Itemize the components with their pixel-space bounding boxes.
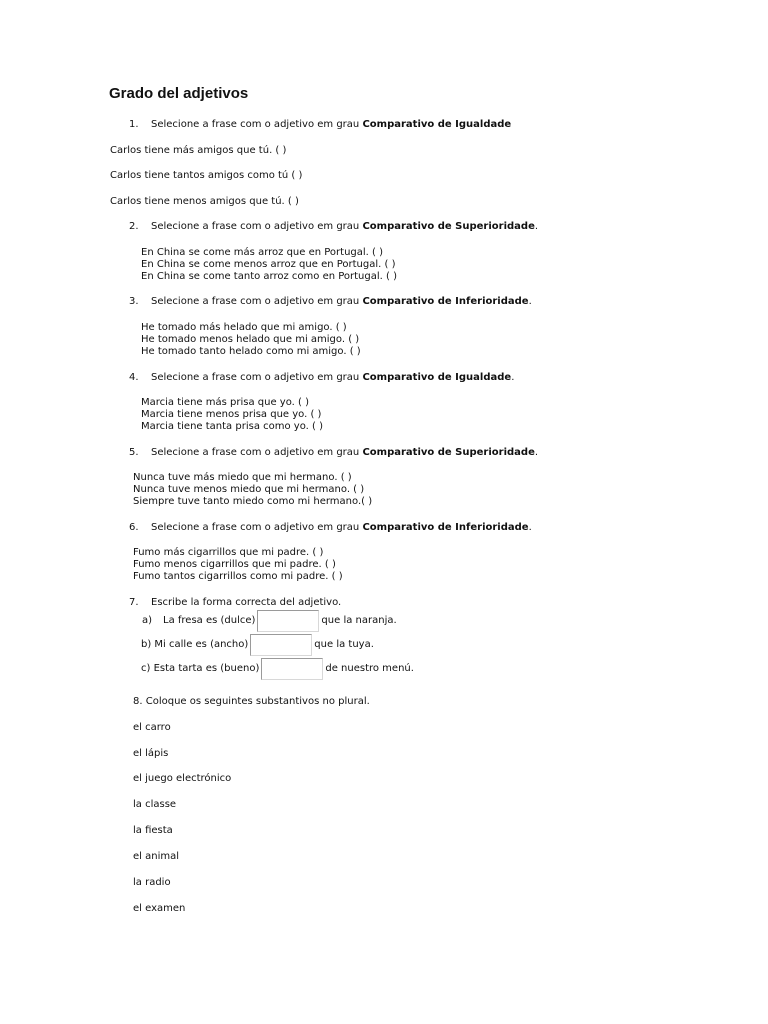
question-emphasis: Comparativo de Igualdade <box>362 372 512 383</box>
question-4: 4. Selecione a frase com o adjetivo em grau Comparativo de Igualdade. <box>129 372 515 383</box>
list-item: la classe <box>133 799 177 810</box>
question-number: 4. <box>129 372 139 383</box>
question-number: 6. <box>129 522 139 533</box>
list-item: el examen <box>133 903 186 914</box>
question-1 <box>129 119 511 131</box>
question-text: Selecione a frase com o adjetivo em grau <box>151 221 360 232</box>
option-item: Fumo tantos cigarrillos como mi padre. ( ) <box>133 571 343 582</box>
question-emphasis: Comparativo de Igualdade <box>362 119 512 130</box>
page-title: Grado del adjetivos <box>109 85 249 102</box>
question-text: Selecione a frase com o adjetivo em grau <box>151 372 360 383</box>
option-item: Fumo más cigarrillos que mi padre. ( ) <box>133 547 324 558</box>
question-emphasis: Comparativo de Inferioridade <box>362 296 529 307</box>
fill-in-row-b <box>141 634 374 656</box>
list-item: el juego electrónico <box>133 773 232 784</box>
question-emphasis: Comparativo de Superioridade <box>362 447 535 458</box>
item-label: a) <box>142 615 153 626</box>
question-7 <box>129 597 341 609</box>
prompt-text: La fresa es (dulce) <box>163 615 256 626</box>
list-item: la fiesta <box>133 825 173 836</box>
question-text: Selecione a frase com o adjetivo em grau <box>151 119 360 130</box>
list-item: el animal <box>133 851 180 862</box>
question-text: Selecione a frase com o adjetivo em grau <box>151 447 360 458</box>
answer-input[interactable] <box>250 634 312 656</box>
option-item: He tomado tanto helado como mi amigo. ( ) <box>141 346 361 357</box>
option-item: Carlos tiene menos amigos que tú. ( ) <box>110 196 299 207</box>
option-item: Carlos tiene tantos amigos como tú ( ) <box>110 170 303 181</box>
option-item: He tomado más helado que mi amigo. ( ) <box>141 322 347 333</box>
option-item: Marcia tiene más prisa que yo. ( ) <box>141 397 309 408</box>
prompt-text: c) Esta tarta es (bueno) <box>141 663 260 674</box>
question-number: 7. <box>129 597 139 608</box>
question-number: 1. <box>129 119 139 130</box>
question-text: Selecione a frase com o adjetivo em grau <box>151 296 360 307</box>
question-3: 3. Selecione a frase com o adjetivo em grau Comparativo de Inferioridade. <box>129 296 532 307</box>
prompt-text-after: que la tuya. <box>314 639 374 650</box>
option-item: En China se come tanto arroz como en Portugal. ( ) <box>141 271 397 282</box>
fill-in-row-c <box>141 658 414 680</box>
answer-input[interactable] <box>257 610 319 632</box>
fill-in-row-a <box>142 610 397 632</box>
prompt-text-after: que la naranja. <box>321 615 397 626</box>
question-number: 5. <box>129 447 139 458</box>
option-item: Marcia tiene tanta prisa como yo. ( ) <box>141 421 323 432</box>
question-text: Escribe la forma correcta del adjetivo. <box>151 597 342 608</box>
option-item: Marcia tiene menos prisa que yo. ( ) <box>141 409 322 420</box>
list-item: la radio <box>133 877 171 888</box>
option-item: Fumo menos cigarrillos que mi padre. ( ) <box>133 559 336 570</box>
question-emphasis: Comparativo de Inferioridade <box>362 522 529 533</box>
option-item: En China se come menos arroz que en Portugal. ( ) <box>141 259 396 270</box>
option-item: He tomado menos helado que mi amigo. ( ) <box>141 334 360 345</box>
question-number: 2. <box>129 221 139 232</box>
option-item: En China se come más arroz que en Portugal. ( ) <box>141 247 384 258</box>
list-item: el carro <box>133 722 171 733</box>
prompt-text-after: de nuestro menú. <box>325 663 414 674</box>
option-item: Nunca tuve menos miedo que mi hermano. ( ) <box>133 484 365 495</box>
option-item: Carlos tiene más amigos que tú. ( ) <box>110 145 287 156</box>
answer-input[interactable] <box>261 658 323 680</box>
list-item: el lápis <box>133 748 169 759</box>
prompt-text: b) Mi calle es (ancho) <box>141 639 249 650</box>
question-8: 8. Coloque os seguintes substantivos no plural. <box>133 696 370 707</box>
question-5: 5. Selecione a frase com o adjetivo em grau Comparativo de Superioridade. <box>129 447 539 458</box>
option-item: Siempre tuve tanto miedo como mi hermano.( ) <box>133 496 373 507</box>
question-2: 2. Selecione a frase com o adjetivo em grau Comparativo de Superioridade. <box>129 221 539 232</box>
option-item: Nunca tuve más miedo que mi hermano. ( ) <box>133 472 352 483</box>
question-number: 3. <box>129 296 139 307</box>
question-6: 6. Selecione a frase com o adjetivo em grau Comparativo de Inferioridade. <box>129 522 532 533</box>
question-emphasis: Comparativo de Superioridade <box>362 221 535 232</box>
question-text: Selecione a frase com o adjetivo em grau <box>151 522 360 533</box>
